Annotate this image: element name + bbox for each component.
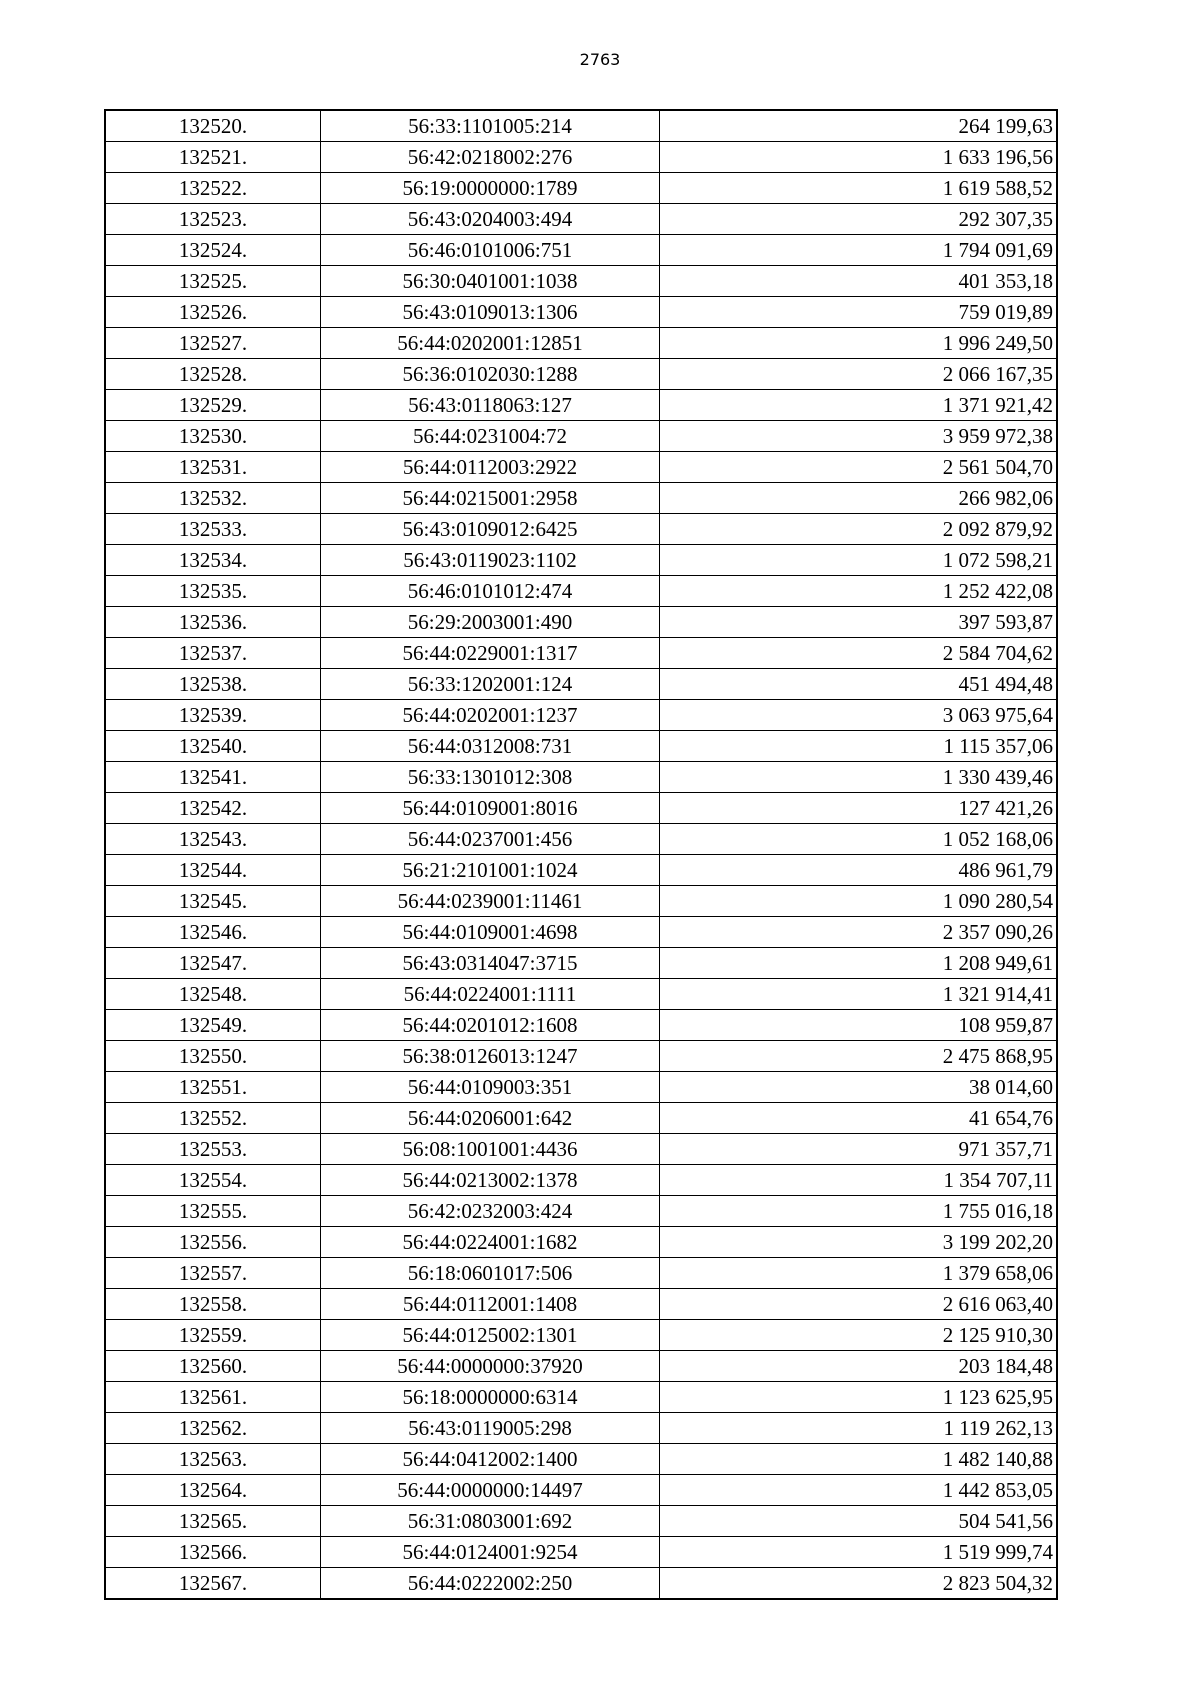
table-row <box>105 1289 1057 1320</box>
cadastral-number-cell: 56:44:0215001:2958 <box>321 483 660 514</box>
cadastral-value-cell: 1 115 357,06 <box>660 731 1058 762</box>
cadastral-number-cell: 56:46:0101012:474 <box>321 576 660 607</box>
cadastral-number-cell: 56:43:0314047:3715 <box>321 948 660 979</box>
cadastral-value-cell: 266 982,06 <box>660 483 1058 514</box>
cadastral-number-cell: 56:08:1001001:4436 <box>321 1134 660 1165</box>
cadastral-value-cell: 3 959 972,38 <box>660 421 1058 452</box>
cadastral-number-cell: 56:33:1101005:214 <box>321 110 660 142</box>
cadastral-value-cell: 1 119 262,13 <box>660 1413 1058 1444</box>
table-row <box>105 1227 1057 1258</box>
table-row <box>105 142 1057 173</box>
cadastral-value-cell: 486 961,79 <box>660 855 1058 886</box>
cadastral-value-cell: 1 619 588,52 <box>660 173 1058 204</box>
table-row <box>105 1568 1057 1600</box>
table-row <box>105 855 1057 886</box>
table-row <box>105 576 1057 607</box>
row-number-cell: 132538. <box>105 669 321 700</box>
cadastral-value-cell: 3 199 202,20 <box>660 1227 1058 1258</box>
cadastral-number-cell: 56:44:0237001:456 <box>321 824 660 855</box>
row-number-cell: 132527. <box>105 328 321 359</box>
table-row <box>105 1134 1057 1165</box>
row-number-cell: 132522. <box>105 173 321 204</box>
cadastral-number-cell: 56:44:0112003:2922 <box>321 452 660 483</box>
cadastral-number-cell: 56:44:0213002:1378 <box>321 1165 660 1196</box>
cadastral-value-cell: 38 014,60 <box>660 1072 1058 1103</box>
row-number-cell: 132549. <box>105 1010 321 1041</box>
table-row <box>105 297 1057 328</box>
row-number-cell: 132542. <box>105 793 321 824</box>
table-row <box>105 1320 1057 1351</box>
cadastral-number-cell: 56:44:0231004:72 <box>321 421 660 452</box>
table-row <box>105 452 1057 483</box>
table-row <box>105 1103 1057 1134</box>
row-number-cell: 132562. <box>105 1413 321 1444</box>
table-row <box>105 390 1057 421</box>
table-row <box>105 1413 1057 1444</box>
cadastral-number-cell: 56:43:0119023:1102 <box>321 545 660 576</box>
cadastral-number-cell: 56:44:0412002:1400 <box>321 1444 660 1475</box>
cadastral-value-cell: 2 092 879,92 <box>660 514 1058 545</box>
cadastral-number-cell: 56:44:0222002:250 <box>321 1568 660 1600</box>
cadastral-value-cell: 1 371 921,42 <box>660 390 1058 421</box>
row-number-cell: 132552. <box>105 1103 321 1134</box>
row-number-cell: 132528. <box>105 359 321 390</box>
cadastral-number-cell: 56:31:0803001:692 <box>321 1506 660 1537</box>
row-number-cell: 132524. <box>105 235 321 266</box>
table-row <box>105 1382 1057 1413</box>
cadastral-value-cell: 759 019,89 <box>660 297 1058 328</box>
row-number-cell: 132521. <box>105 142 321 173</box>
cadastral-number-cell: 56:44:0224001:1111 <box>321 979 660 1010</box>
cadastral-value-cell: 127 421,26 <box>660 793 1058 824</box>
row-number-cell: 132566. <box>105 1537 321 1568</box>
row-number-cell: 132535. <box>105 576 321 607</box>
row-number-cell: 132544. <box>105 855 321 886</box>
row-number-cell: 132541. <box>105 762 321 793</box>
row-number-cell: 132548. <box>105 979 321 1010</box>
table-row <box>105 1351 1057 1382</box>
table-row <box>105 948 1057 979</box>
cadastral-value-cell: 401 353,18 <box>660 266 1058 297</box>
row-number-cell: 132555. <box>105 1196 321 1227</box>
table-row <box>105 824 1057 855</box>
cadastral-number-cell: 56:44:0000000:14497 <box>321 1475 660 1506</box>
cadastral-value-cell: 971 357,71 <box>660 1134 1058 1165</box>
table-row <box>105 1196 1057 1227</box>
row-number-cell: 132547. <box>105 948 321 979</box>
row-number-cell: 132532. <box>105 483 321 514</box>
table-row <box>105 1072 1057 1103</box>
table-row <box>105 545 1057 576</box>
cadastral-value-cell: 1 996 249,50 <box>660 328 1058 359</box>
row-number-cell: 132531. <box>105 452 321 483</box>
cadastral-value-cell: 1 090 280,54 <box>660 886 1058 917</box>
row-number-cell: 132567. <box>105 1568 321 1600</box>
cadastral-value-cell: 108 959,87 <box>660 1010 1058 1041</box>
table-row <box>105 235 1057 266</box>
row-number-cell: 132530. <box>105 421 321 452</box>
cadastral-number-cell: 56:44:0124001:9254 <box>321 1537 660 1568</box>
cadastral-number-cell: 56:42:0232003:424 <box>321 1196 660 1227</box>
cadastral-number-cell: 56:33:1301012:308 <box>321 762 660 793</box>
cadastral-number-cell: 56:44:0224001:1682 <box>321 1227 660 1258</box>
cadastral-value-cell: 2 616 063,40 <box>660 1289 1058 1320</box>
table-row <box>105 266 1057 297</box>
row-number-cell: 132554. <box>105 1165 321 1196</box>
table-row <box>105 110 1057 142</box>
row-number-cell: 132561. <box>105 1382 321 1413</box>
table-row <box>105 359 1057 390</box>
table-row <box>105 731 1057 762</box>
table-row <box>105 328 1057 359</box>
table-row <box>105 607 1057 638</box>
cadastral-number-cell: 56:18:0000000:6314 <box>321 1382 660 1413</box>
cadastral-number-cell: 56:44:0206001:642 <box>321 1103 660 1134</box>
row-number-cell: 132533. <box>105 514 321 545</box>
cadastral-number-cell: 56:43:0109013:1306 <box>321 297 660 328</box>
cadastral-number-cell: 56:44:0202001:1237 <box>321 700 660 731</box>
row-number-cell: 132560. <box>105 1351 321 1382</box>
cadastral-value-cell: 1 354 707,11 <box>660 1165 1058 1196</box>
table-row <box>105 1444 1057 1475</box>
row-number-cell: 132525. <box>105 266 321 297</box>
table-row <box>105 173 1057 204</box>
row-number-cell: 132543. <box>105 824 321 855</box>
row-number-cell: 132520. <box>105 110 321 142</box>
cadastral-number-cell: 56:44:0125002:1301 <box>321 1320 660 1351</box>
cadastral-number-cell: 56:36:0102030:1288 <box>321 359 660 390</box>
table-row <box>105 762 1057 793</box>
cadastral-value-cell: 1 794 091,69 <box>660 235 1058 266</box>
row-number-cell: 132558. <box>105 1289 321 1320</box>
cadastral-value-cell: 41 654,76 <box>660 1103 1058 1134</box>
cadastral-value-cell: 3 063 975,64 <box>660 700 1058 731</box>
cadastral-number-cell: 56:44:0109003:351 <box>321 1072 660 1103</box>
cadastral-number-cell: 56:43:0119005:298 <box>321 1413 660 1444</box>
cadastral-number-cell: 56:44:0239001:11461 <box>321 886 660 917</box>
cadastral-number-cell: 56:43:0118063:127 <box>321 390 660 421</box>
registry-table <box>104 109 1058 1600</box>
row-number-cell: 132536. <box>105 607 321 638</box>
cadastral-value-cell: 1 633 196,56 <box>660 142 1058 173</box>
cadastral-number-cell: 56:44:0109001:4698 <box>321 917 660 948</box>
row-number-cell: 132540. <box>105 731 321 762</box>
table-row <box>105 793 1057 824</box>
cadastral-number-cell: 56:19:0000000:1789 <box>321 173 660 204</box>
row-number-cell: 132546. <box>105 917 321 948</box>
cadastral-number-cell: 56:44:0109001:8016 <box>321 793 660 824</box>
row-number-cell: 132526. <box>105 297 321 328</box>
row-number-cell: 132564. <box>105 1475 321 1506</box>
table-row <box>105 1165 1057 1196</box>
cadastral-number-cell: 56:44:0201012:1608 <box>321 1010 660 1041</box>
cadastral-value-cell: 1 123 625,95 <box>660 1382 1058 1413</box>
cadastral-number-cell: 56:38:0126013:1247 <box>321 1041 660 1072</box>
row-number-cell: 132557. <box>105 1258 321 1289</box>
table-row <box>105 979 1057 1010</box>
cadastral-number-cell: 56:33:1202001:124 <box>321 669 660 700</box>
row-number-cell: 132523. <box>105 204 321 235</box>
table-row <box>105 204 1057 235</box>
row-number-cell: 132565. <box>105 1506 321 1537</box>
cadastral-value-cell: 1 379 658,06 <box>660 1258 1058 1289</box>
table-row <box>105 1010 1057 1041</box>
table-row <box>105 483 1057 514</box>
table-row <box>105 1475 1057 1506</box>
cadastral-value-cell: 2 584 704,62 <box>660 638 1058 669</box>
table-row <box>105 917 1057 948</box>
cadastral-value-cell: 2 823 504,32 <box>660 1568 1058 1600</box>
cadastral-value-cell: 1 052 168,06 <box>660 824 1058 855</box>
table-row <box>105 1258 1057 1289</box>
cadastral-number-cell: 56:21:2101001:1024 <box>321 855 660 886</box>
table-row <box>105 886 1057 917</box>
page-number: 2763 <box>579 50 621 69</box>
cadastral-value-cell: 451 494,48 <box>660 669 1058 700</box>
cadastral-value-cell: 2 125 910,30 <box>660 1320 1058 1351</box>
cadastral-value-cell: 1 519 999,74 <box>660 1537 1058 1568</box>
row-number-cell: 132537. <box>105 638 321 669</box>
cadastral-number-cell: 56:42:0218002:276 <box>321 142 660 173</box>
cadastral-value-cell: 2 561 504,70 <box>660 452 1058 483</box>
cadastral-number-cell: 56:44:0229001:1317 <box>321 638 660 669</box>
row-number-cell: 132545. <box>105 886 321 917</box>
cadastral-value-cell: 397 593,87 <box>660 607 1058 638</box>
cadastral-value-cell: 264 199,63 <box>660 110 1058 142</box>
cadastral-number-cell: 56:46:0101006:751 <box>321 235 660 266</box>
cadastral-number-cell: 56:18:0601017:506 <box>321 1258 660 1289</box>
cadastral-value-cell: 203 184,48 <box>660 1351 1058 1382</box>
cadastral-number-cell: 56:44:0112001:1408 <box>321 1289 660 1320</box>
table-row <box>105 514 1057 545</box>
row-number-cell: 132563. <box>105 1444 321 1475</box>
table-row <box>105 1537 1057 1568</box>
cadastral-number-cell: 56:44:0312008:731 <box>321 731 660 762</box>
cadastral-number-cell: 56:43:0204003:494 <box>321 204 660 235</box>
row-number-cell: 132529. <box>105 390 321 421</box>
cadastral-value-cell: 504 541,56 <box>660 1506 1058 1537</box>
table-row <box>105 421 1057 452</box>
cadastral-value-cell: 1 321 914,41 <box>660 979 1058 1010</box>
cadastral-value-cell: 1 442 853,05 <box>660 1475 1058 1506</box>
cadastral-number-cell: 56:29:2003001:490 <box>321 607 660 638</box>
cadastral-value-cell: 1 208 949,61 <box>660 948 1058 979</box>
table-row <box>105 1506 1057 1537</box>
registry-table-body <box>105 110 1057 1599</box>
cadastral-number-cell: 56:30:0401001:1038 <box>321 266 660 297</box>
cadastral-value-cell: 2 357 090,26 <box>660 917 1058 948</box>
row-number-cell: 132559. <box>105 1320 321 1351</box>
cadastral-value-cell: 292 307,35 <box>660 204 1058 235</box>
row-number-cell: 132551. <box>105 1072 321 1103</box>
row-number-cell: 132553. <box>105 1134 321 1165</box>
cadastral-value-cell: 1 330 439,46 <box>660 762 1058 793</box>
table-row <box>105 1041 1057 1072</box>
cadastral-value-cell: 1 755 016,18 <box>660 1196 1058 1227</box>
cadastral-number-cell: 56:43:0109012:6425 <box>321 514 660 545</box>
cadastral-value-cell: 1 072 598,21 <box>660 545 1058 576</box>
row-number-cell: 132539. <box>105 700 321 731</box>
row-number-cell: 132534. <box>105 545 321 576</box>
cadastral-number-cell: 56:44:0202001:12851 <box>321 328 660 359</box>
cadastral-value-cell: 1 482 140,88 <box>660 1444 1058 1475</box>
row-number-cell: 132556. <box>105 1227 321 1258</box>
table-row <box>105 669 1057 700</box>
cadastral-value-cell: 2 475 868,95 <box>660 1041 1058 1072</box>
cadastral-value-cell: 2 066 167,35 <box>660 359 1058 390</box>
cadastral-value-cell: 1 252 422,08 <box>660 576 1058 607</box>
row-number-cell: 132550. <box>105 1041 321 1072</box>
table-row <box>105 638 1057 669</box>
table-row <box>105 700 1057 731</box>
cadastral-number-cell: 56:44:0000000:37920 <box>321 1351 660 1382</box>
